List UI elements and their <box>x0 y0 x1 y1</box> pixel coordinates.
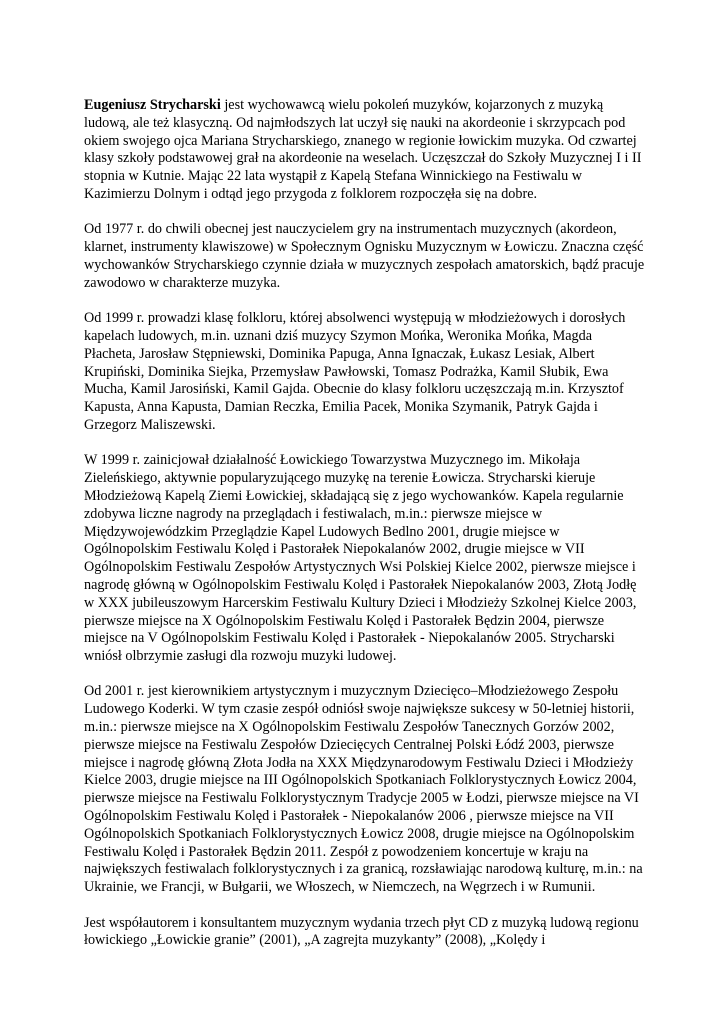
paragraph-teaching <box>84 221 646 292</box>
person-name: Eugeniusz Strycharski <box>84 97 221 113</box>
paragraph-folklore-class <box>84 310 646 435</box>
paragraph-text: W 1999 r. zainicjował działalność Łowickiego Towarzystwa Muzycznego im. Mikołaja Zieleńskiego, aktywnie popularyzującego muzykę na terenie Łowicza. Strycharski kieruje Młodzieżową Kapelą Ziemi Łowickiej, składającą się z jego wychowanków. Kapela regularnie zdobywa liczne nagrody na przeglądach i festiwalach, m.in.: pierwsze miejsce w Międzywojewódzkim Przeglądzie Kapel Ludowych Bedlno 2001, drugie miejsce w Ogólnopolskim Festiwalu Kolęd i Pastorałek Niepokalanów 2002, drugie miejsce w VII Ogólnopolskim Festiwalu Zespołów Artystycznych Wsi Polskiej Kielce 2002, pierwsze miejsce i nagrodę główną w Ogólnopolskim Festiwalu Kolęd i Pastorałek Niepokalanów 2003, Złotą Jodłę w XXX jubileuszowym Harcerskim Festiwalu Kultury Dzieci i Młodzieży Szkolnej Kielce 2003, pierwsze miejsce na X Ogólnopolskim Festiwalu Kolęd i Pastorałek Będzin 2004, pierwsze miejsce na V Ogólnopolskim Festiwalu Kolęd i Pastorałek - Niepokalanów 2005. Strycharski wniósł olbrzymie zasługi dla rozwoju muzyki ludowej. <box>84 452 637 665</box>
paragraph-koderki-ensemble <box>84 683 646 897</box>
paragraph-music-society <box>84 452 646 666</box>
paragraph-text: Od 1999 r. prowadzi klasę folkloru, której absolwenci występują w młodzieżowych i dorosłych kapelach ludowych, m.in. uznani dziś muzycy Szymon Mońka, Weronika Mońka, Magda Płacheta, Jarosław Stępniewski, Dominika Papuga, Anna Ignaczak, Łukasz Lesiak, Albert Krupiński, Dominika Siejka, Przemysław Pawłowski, Tomasz Podrażka, Kamil Słubik, Ewa Mucha, Kamil Jarosiński, Kamil Gajda. Obecnie do klasy folkloru uczęszczają m.in. Krzysztof Kapusta, Anna Kapusta, Damian Reczka, Emilia Pacek, Monika Szymanik, Patryk Gajda i Grzegorz Maliszewski. <box>84 310 626 433</box>
paragraph-text: Jest współautorem i konsultantem muzycznym wydania trzech płyt CD z muzyką ludową regionu łowickiego „Łowickie granie” (2001), „A zagrejta muzykanty” (2008), „Kolędy i <box>84 914 639 949</box>
paragraph-biography <box>84 97 646 204</box>
paragraph-text: Od 2001 r. jest kierownikiem artystycznym i muzycznym Dziecięco–Młodzieżowego Zespołu Ludowego Koderki. W tym czasie zespół odniósł swoje największe sukcesy w 50-letniej historii, m.in.: pierwsze miejsce na X Ogólnopolskim Festiwalu Zespołów Tanecznych Gorzów 2002, pierwsze miejsce na Festiwalu Zespołów Dziecięcych Centralnej Polski Łódź 2003, pierwsze miejsce i nagrodę główną Złota Jodła na XXX Międzynarodowym Festiwalu Dzieci i Młodzieży Kielce 2003, drugie miejsce na III Ogólnopolskich Spotkaniach Folklorystycznych Łowicz 2004, pierwsze miejsce na Festiwalu Folklorystycznym Tradycje 2005 w Łodzi, pierwsze miejsce na VI Ogólnopolskim Festiwalu Kolęd i Pastorałek - Niepokalanów 2006 , pierwsze miejsce na VII Ogólnopolskich Spotkaniach Folklorystycznych Łowicz 2008, drugie miejsce na Ogólnopolskim Festiwalu Kolęd i Pastorałek Będzin 2011. Zespół z powodzeniem koncertuje w kraju na największych festiwalach folklorystycznych i za granicą, rozsławiając narodową kulturę, m.in.: na Ukrainie, we Francji, w Bułgarii, we Włoszech, w Niemczech, na Węgrzech i w Rumunii. <box>84 683 643 896</box>
paragraph-text: Od 1977 r. do chwili obecnej jest nauczycielem gry na instrumentach muzycznych (akordeon, klarnet, instrumenty klawiszowe) w Społecznym Ognisku Muzycznym w Łowiczu. Znaczna część wychowanków Strycharskiego czynnie działa w muzycznych zespołach amatorskich, bądź pracuje zawodowo w charakterze muzyka. <box>84 221 645 291</box>
paragraph-text: jest wychowawcą wielu pokoleń muzyków, kojarzonych z muzyką ludową, ale też klasyczną. Od najmłodszych lat uczył się nauki na akordeonie i skrzypcach pod okiem swojego ojca Mariana Strycharskiego, znanego w regionie łowickim muzyka. Od czwartej klasy szkoły podstawowej grał na akordeonie na weselach. Uczęszczał do Szkoły Muzycznej I i II stopnia w Kutnie. Mając 22 lata wystąpił z Kapelą Stefana Winnickiego na Festiwalu w Kazimierzu Dolnym i odtąd jego przygoda z folklorem rozpoczęła się na dobre. <box>84 97 642 202</box>
paragraph-recordings <box>84 915 646 951</box>
document-body <box>84 97 646 968</box>
